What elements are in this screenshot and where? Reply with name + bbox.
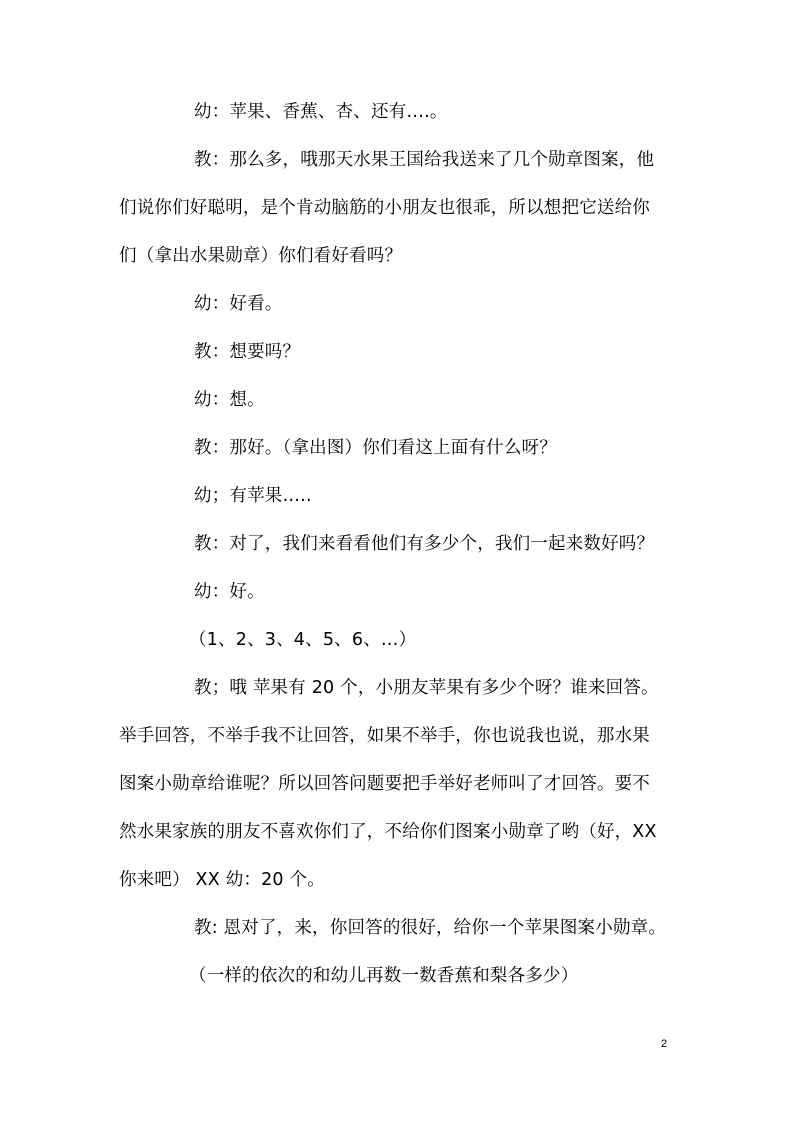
dialogue-line-continuation: 们说你们好聪明，是个肯动脑筋的小朋友也很乖，所以想把它送给你 xyxy=(119,198,650,218)
dialogue-line-child-want: 幼：想。 xyxy=(194,390,265,410)
dialogue-line-teacher-picture: 教：那好。（拿出图）你们看这上面有什么呀？ xyxy=(194,438,557,458)
counting-note: （1、2、3、4、5、6、…） xyxy=(189,630,417,650)
dialogue-line-continuation: 举手回答，不举手我不让回答，如果不举手，你也说我也说，那水果 xyxy=(119,726,650,746)
dialogue-line-teacher-reward: 教: 恩对了，来，你回答的很好，给你一个苹果图案小勋章。 xyxy=(194,918,667,938)
dialogue-line-continuation: 图案小勋章给谁呢？所以回答问题要把手举好老师叫了才回答。要不 xyxy=(119,774,650,794)
dialogue-line-child-apples: 幼；有苹果….. xyxy=(194,486,312,506)
dialogue-line-continuation: 然水果家族的朋友不喜欢你们了，不给你们图案小勋章了哟（好，XX xyxy=(119,822,657,842)
dialogue-line-continuation: 你来吧） XX 幼：20 个。 xyxy=(119,870,325,890)
dialogue-line-continuation: 们（拿出水果勋章）你们看好看吗？ xyxy=(119,246,403,266)
activity-note: （一样的依次的和幼儿再数一数香蕉和梨各多少） xyxy=(189,966,579,986)
dialogue-line-teacher-question: 教：想要吗？ xyxy=(194,342,301,362)
page-number: 2 xyxy=(661,1038,668,1050)
dialogue-line-child-fruits: 幼：苹果、香蕉、杏、还有….。 xyxy=(194,102,448,122)
dialogue-line-child-ok: 幼：好。 xyxy=(194,582,265,602)
dialogue-line-teacher-count: 教：对了，我们来看看他们有多少个，我们一起来数好吗？ xyxy=(194,534,655,554)
dialogue-line-teacher-medals: 教：那么多，哦那天水果王国给我送来了几个勋章图案，他 xyxy=(194,150,655,170)
dialogue-line-child-good-looking: 幼：好看。 xyxy=(194,294,283,314)
dialogue-line-teacher-apples: 教；哦 苹果有 20 个，小朋友苹果有多少个呀？谁来回答。 xyxy=(194,678,659,698)
